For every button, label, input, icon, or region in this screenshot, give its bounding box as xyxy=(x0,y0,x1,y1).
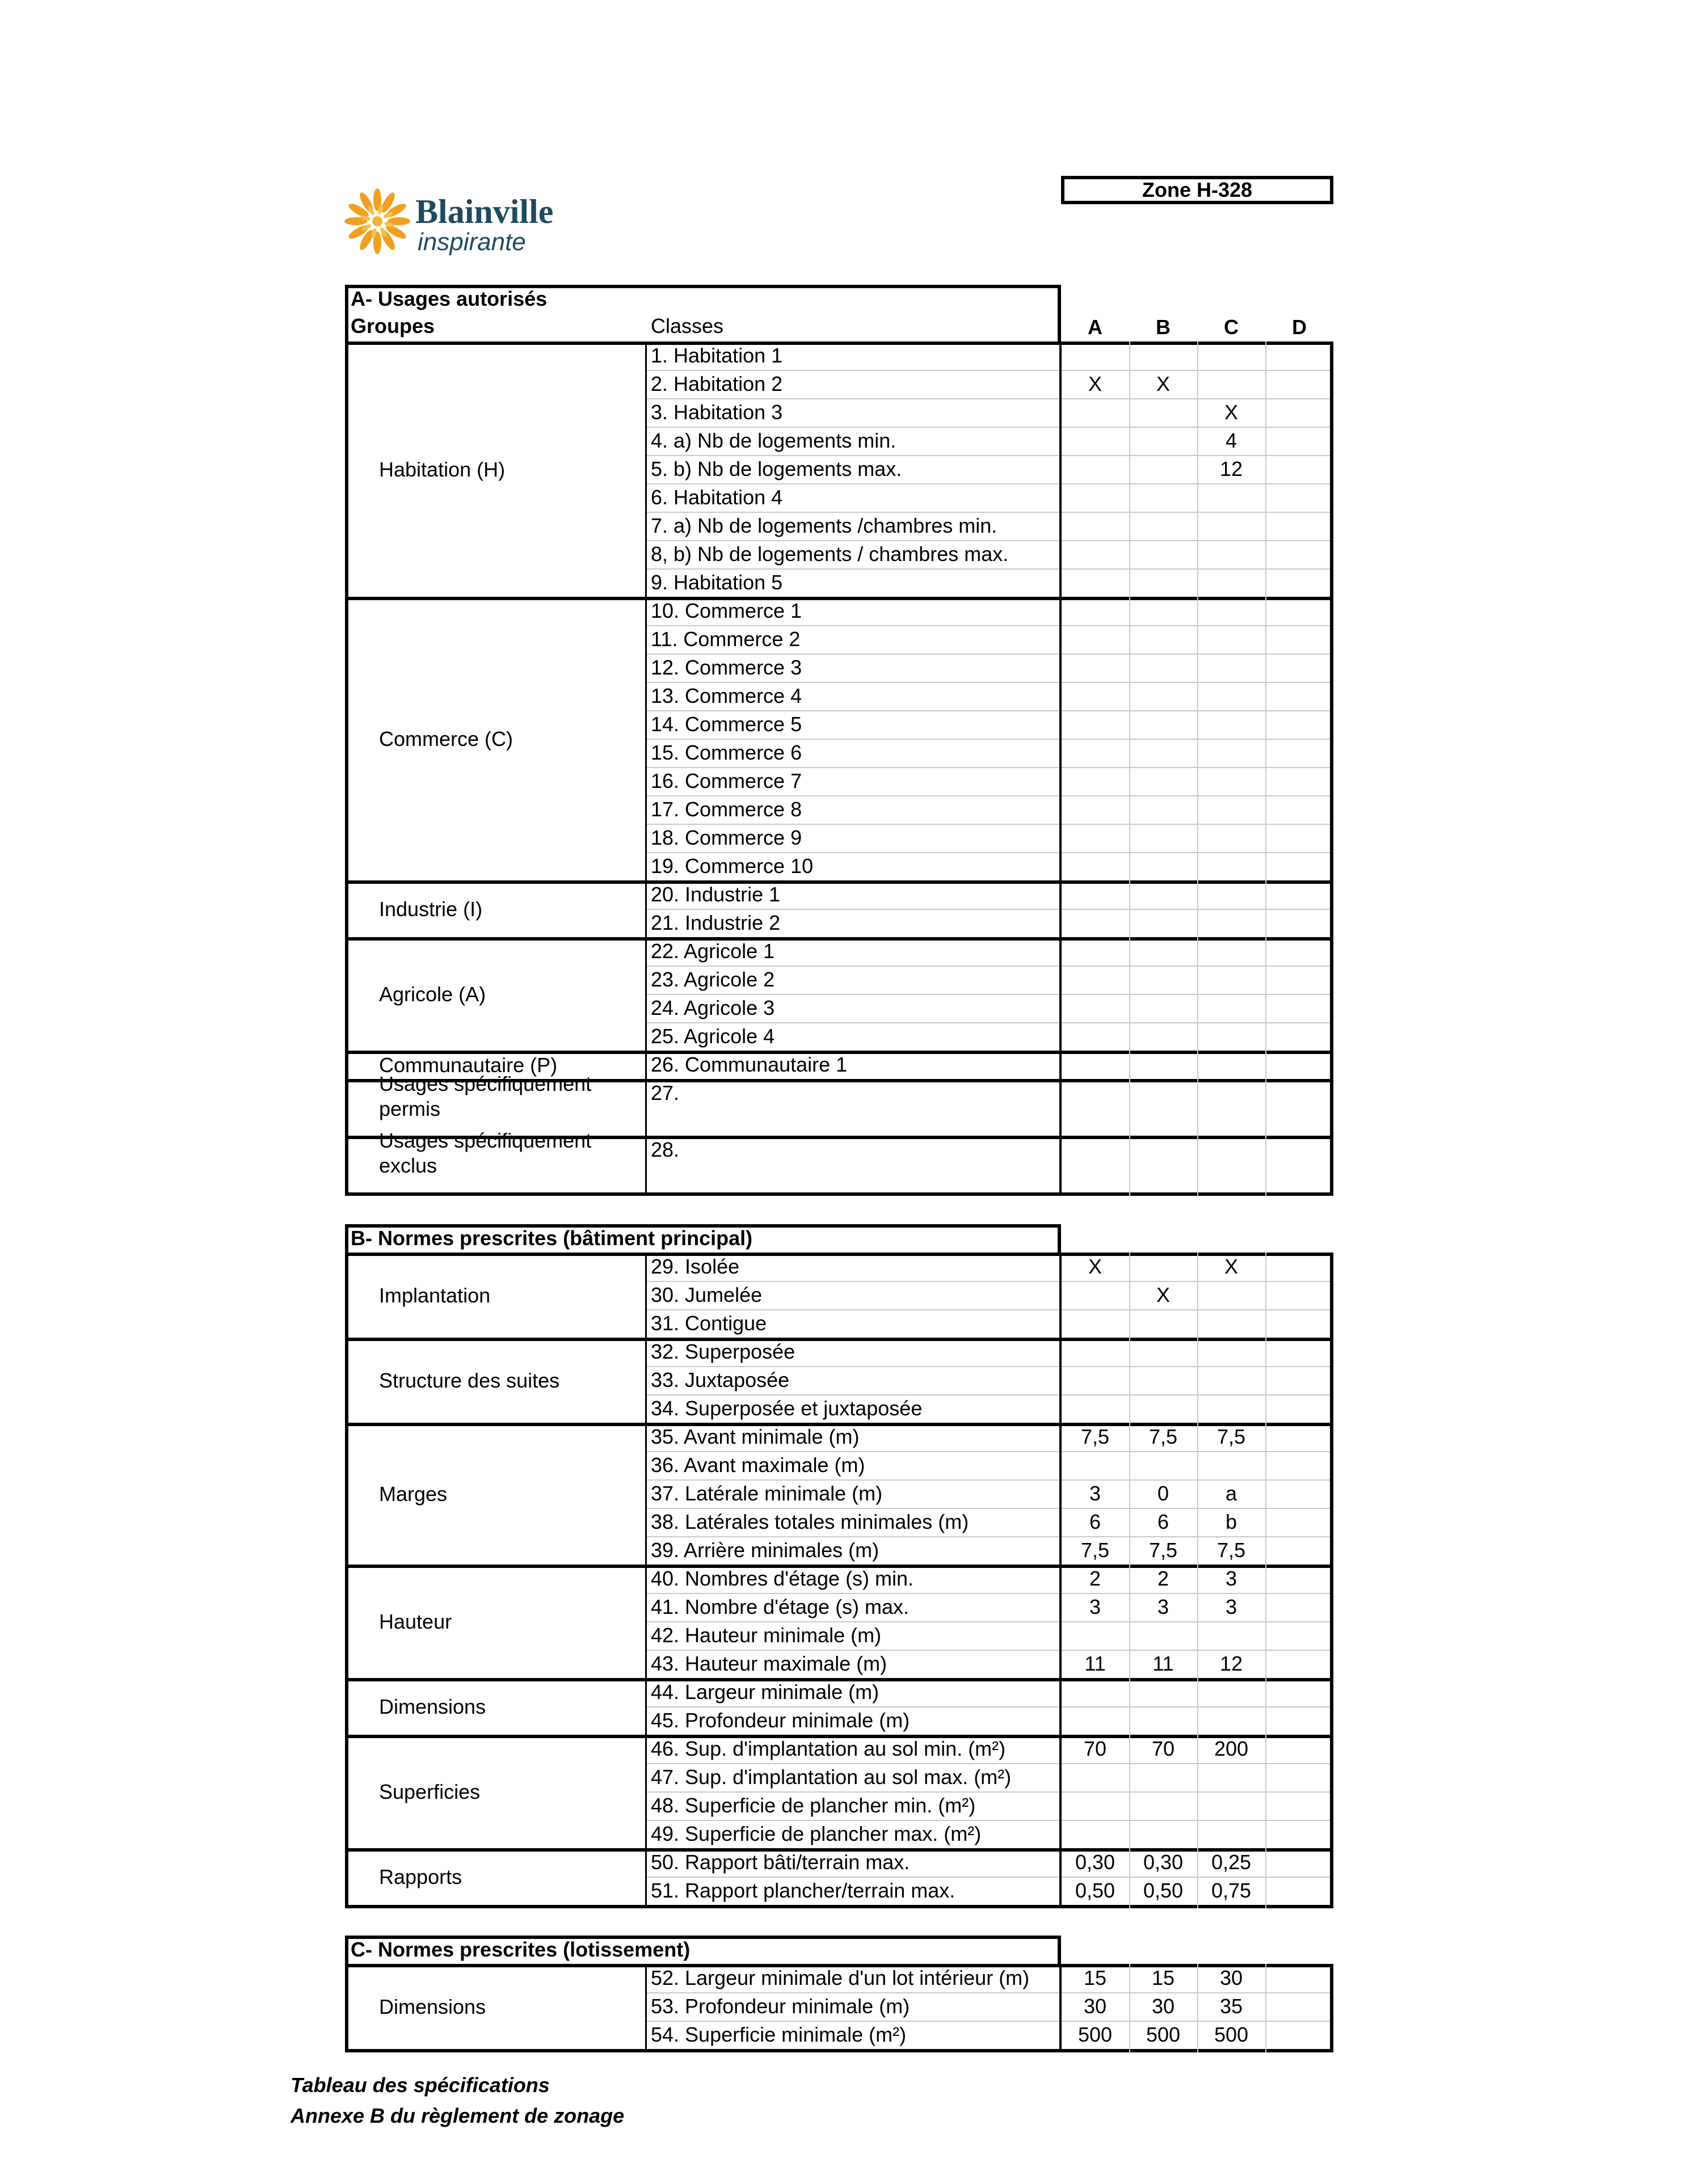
group-label: Habitation (H) xyxy=(379,458,506,481)
class-column-border xyxy=(645,341,647,1196)
class-label: 9. Habitation 5 xyxy=(651,571,783,594)
cell-value: 70 xyxy=(1151,1737,1175,1760)
column-header-a: A xyxy=(1088,315,1102,339)
class-label: 3. Habitation 3 xyxy=(651,400,783,424)
row-divider xyxy=(645,625,1333,626)
row-divider xyxy=(645,767,1333,768)
cell-value: 0,25 xyxy=(1211,1850,1252,1874)
row-divider xyxy=(645,739,1333,740)
group-label: Rapports xyxy=(379,1865,462,1888)
class-label: 26. Communautaire 1 xyxy=(651,1053,848,1076)
cell-value: 70 xyxy=(1083,1737,1107,1760)
class-label: 33. Juxtaposée xyxy=(651,1368,790,1392)
cell-value: 7,5 xyxy=(1080,1425,1110,1448)
row-divider xyxy=(645,1479,1333,1481)
cell-value: 7,5 xyxy=(1148,1425,1178,1448)
row-divider xyxy=(645,568,1333,570)
group-label: Dimensions xyxy=(379,1995,486,2018)
section-title-border xyxy=(345,285,348,341)
cell-value: X xyxy=(1088,1255,1102,1278)
row-divider xyxy=(645,1309,1333,1310)
class-label: 25. Agricole 4 xyxy=(651,1024,775,1048)
value-column-divider xyxy=(1129,1964,1130,2052)
column-header-c: C xyxy=(1224,315,1239,339)
cell-value: 7,5 xyxy=(1216,1425,1246,1448)
cell-value: 2 xyxy=(1089,1567,1101,1590)
class-label: 23. Agricole 2 xyxy=(651,968,775,991)
cell-value: 3 xyxy=(1089,1595,1101,1618)
class-label: 42. Hauteur minimale (m) xyxy=(651,1624,882,1647)
row-divider xyxy=(645,1992,1333,1993)
value-column-border xyxy=(1059,1253,1062,1908)
row-divider xyxy=(645,1593,1333,1594)
row-divider xyxy=(645,682,1333,683)
row-divider xyxy=(645,512,1333,513)
class-label: 14. Commerce 5 xyxy=(651,712,802,736)
value-column-divider xyxy=(1197,341,1198,1196)
class-label: 41. Nombre d'étage (s) max. xyxy=(651,1595,910,1618)
class-label: 1. Habitation 1 xyxy=(651,344,783,367)
table-left-border xyxy=(345,341,348,1196)
row-divider xyxy=(645,1877,1333,1878)
group-label: Communautaire (P) xyxy=(379,1053,558,1077)
row-divider xyxy=(645,370,1333,371)
class-label: 53. Profondeur minimale (m) xyxy=(651,1995,910,2018)
cell-value: 200 xyxy=(1214,1737,1249,1760)
class-label: 2. Habitation 2 xyxy=(651,372,783,395)
group-border xyxy=(345,2049,1333,2052)
row-divider xyxy=(645,483,1333,484)
class-label: 49. Superficie de plancher max. (m²) xyxy=(651,1822,982,1845)
logo-name: Blainville xyxy=(415,193,554,230)
class-label: 16. Commerce 7 xyxy=(651,769,802,792)
class-label: 36. Avant maximale (m) xyxy=(651,1453,865,1477)
group-label: Usages spécifiquement xyxy=(379,1072,592,1095)
class-label: 22. Agricole 1 xyxy=(651,939,775,963)
column-header-d: D xyxy=(1292,315,1307,339)
class-label: 47. Sup. d'implantation au sol max. (m²) xyxy=(651,1765,1012,1789)
cell-value: b xyxy=(1225,1510,1237,1533)
cell-value: 12 xyxy=(1219,1652,1243,1675)
value-column-border xyxy=(1059,341,1062,1196)
cell-value: 12 xyxy=(1219,457,1243,480)
class-label: 38. Latérales totales minimales (m) xyxy=(651,1510,969,1533)
class-label: 13. Commerce 4 xyxy=(651,684,802,707)
cell-value: 6 xyxy=(1157,1510,1169,1533)
group-border xyxy=(345,597,1333,600)
class-label: 46. Sup. d'implantation au sol min. (m²) xyxy=(651,1737,1006,1760)
section-title: A- Usages autorisés xyxy=(351,287,548,310)
cell-value: 11 xyxy=(1084,1652,1106,1675)
cell-value: 15 xyxy=(1151,1966,1175,1989)
class-label: 10. Commerce 1 xyxy=(651,599,802,622)
value-column-divider xyxy=(1265,1964,1266,2052)
value-column-divider xyxy=(1197,1253,1198,1908)
cell-value: 11 xyxy=(1152,1652,1174,1675)
row-divider xyxy=(645,1022,1333,1023)
cell-value: 500 xyxy=(1146,2023,1181,2046)
logo-tagline: inspirante xyxy=(418,228,526,256)
class-label: 29. Isolée xyxy=(651,1255,740,1278)
class-label: 21. Industrie 2 xyxy=(651,911,781,934)
class-label: 51. Rapport plancher/terrain max. xyxy=(651,1879,955,1902)
value-column-border xyxy=(1059,1964,1062,2052)
class-label: 45. Profondeur minimale (m) xyxy=(651,1709,910,1732)
row-divider xyxy=(645,852,1333,853)
cell-value: 4 xyxy=(1225,429,1237,452)
class-label: 11. Commerce 2 xyxy=(651,627,801,651)
class-column-border xyxy=(645,1253,647,1908)
class-label: 43. Hauteur maximale (m) xyxy=(651,1652,887,1675)
footer-title: Tableau des spécifications xyxy=(291,2073,550,2097)
cell-value: 30 xyxy=(1083,1995,1107,2018)
class-label: 4. a) Nb de logements min. xyxy=(651,429,896,452)
class-label: 31. Contigue xyxy=(651,1312,767,1335)
row-divider xyxy=(645,710,1333,711)
row-divider xyxy=(645,1706,1333,1707)
value-column-divider xyxy=(1129,1253,1130,1908)
table-right-border xyxy=(1330,341,1333,1196)
row-divider xyxy=(645,1451,1333,1452)
row-divider xyxy=(645,455,1333,456)
class-label: 15. Commerce 6 xyxy=(651,741,802,764)
cell-value: 3 xyxy=(1225,1567,1237,1590)
cell-value: 3 xyxy=(1089,1482,1101,1505)
cell-value: 2 xyxy=(1157,1567,1169,1590)
section-title-border xyxy=(345,1224,348,1253)
row-divider xyxy=(645,1394,1333,1395)
group-label: permis xyxy=(379,1097,441,1120)
cell-value: X xyxy=(1224,400,1238,424)
class-label: 18. Commerce 9 xyxy=(651,826,802,849)
row-divider xyxy=(645,795,1333,796)
cell-value: 30 xyxy=(1151,1995,1175,2018)
group-label: Superficies xyxy=(379,1780,481,1803)
cell-value: 0 xyxy=(1157,1482,1169,1505)
cell-value: 500 xyxy=(1214,2023,1249,2046)
table-left-border xyxy=(345,1253,348,1908)
class-label: 5. b) Nb de logements max. xyxy=(651,457,902,480)
value-column-divider xyxy=(1265,341,1266,1196)
row-divider xyxy=(645,1791,1333,1793)
group-label: Agricole (A) xyxy=(379,983,486,1006)
group-label: Structure des suites xyxy=(379,1369,560,1392)
row-divider xyxy=(645,994,1333,995)
section-title-border xyxy=(1058,1224,1061,1253)
class-label: 24. Agricole 3 xyxy=(651,996,775,1019)
value-column-divider xyxy=(1197,1964,1198,2052)
row-divider xyxy=(645,965,1333,967)
cell-value: a xyxy=(1225,1482,1237,1505)
row-divider xyxy=(645,1366,1333,1367)
row-divider xyxy=(645,653,1333,655)
cell-value: 0,50 xyxy=(1075,1879,1115,1902)
row-divider xyxy=(645,2021,1333,2022)
class-label: 28. xyxy=(651,1138,680,1161)
section-title: C- Normes prescrites (lotissement) xyxy=(351,1938,691,1961)
cell-value: 30 xyxy=(1219,1966,1243,1989)
row-divider xyxy=(645,1281,1333,1282)
group-label: exclus xyxy=(379,1154,437,1177)
table-right-border xyxy=(1330,1964,1333,2052)
cell-value: X xyxy=(1156,1283,1170,1306)
footer-subtitle: Annexe B du règlement de zonage xyxy=(291,2104,625,2127)
group-border xyxy=(345,1905,1333,1908)
class-label: 27. xyxy=(651,1081,680,1104)
cell-value: 0,75 xyxy=(1211,1879,1252,1902)
cell-value: 7,5 xyxy=(1080,1538,1110,1562)
cell-value: 3 xyxy=(1157,1595,1169,1618)
class-label: 52. Largeur minimale d'un lot intérieur (m) xyxy=(651,1966,1030,1989)
section-title-border xyxy=(1058,1936,1061,1964)
group-label: Marges xyxy=(379,1482,448,1506)
cell-value: X xyxy=(1224,1255,1238,1278)
cell-value: 35 xyxy=(1219,1995,1243,2018)
class-label: 20. Industrie 1 xyxy=(651,883,781,906)
column-header-b: B xyxy=(1156,315,1171,339)
row-divider xyxy=(645,1650,1333,1651)
group-border xyxy=(345,341,1333,345)
group-label: Usages spécifiquement xyxy=(379,1129,592,1152)
class-label: 37. Latérale minimale (m) xyxy=(651,1482,883,1505)
cell-value: 6 xyxy=(1089,1510,1101,1533)
group-label: Industrie (I) xyxy=(379,897,483,921)
class-label: 8, b) Nb de logements / chambres max. xyxy=(651,542,1009,566)
row-divider xyxy=(645,540,1333,541)
groups-header: Groupes xyxy=(351,314,435,338)
group-border xyxy=(345,1253,1333,1256)
classes-header: Classes xyxy=(651,314,724,338)
cell-value: 7,5 xyxy=(1148,1538,1178,1562)
class-label: 40. Nombres d'étage (s) min. xyxy=(651,1567,914,1590)
class-label: 34. Superposée et juxtaposée xyxy=(651,1397,923,1420)
class-label: 19. Commerce 10 xyxy=(651,854,814,878)
section-title: B- Normes prescrites (bâtiment principal) xyxy=(351,1226,753,1250)
group-label: Dimensions xyxy=(379,1695,486,1718)
group-border xyxy=(345,1192,1333,1196)
row-divider xyxy=(645,909,1333,910)
group-border xyxy=(345,937,1333,941)
cell-value: X xyxy=(1088,372,1102,395)
class-label: 7. a) Nb de logements /chambres min. xyxy=(651,514,997,537)
row-divider xyxy=(645,1536,1333,1537)
cell-value: 0,50 xyxy=(1143,1879,1184,1902)
class-label: 50. Rapport bâti/terrain max. xyxy=(651,1850,910,1874)
class-label: 35. Avant minimale (m) xyxy=(651,1425,860,1448)
row-divider xyxy=(645,1508,1333,1509)
group-border xyxy=(345,1338,1333,1341)
value-column-divider xyxy=(1129,341,1130,1196)
class-column-border xyxy=(645,1964,647,2052)
class-label: 54. Superficie minimale (m²) xyxy=(651,2023,907,2046)
cell-value: X xyxy=(1156,372,1170,395)
cell-value: 3 xyxy=(1225,1595,1237,1618)
cell-value: 7,5 xyxy=(1216,1538,1246,1562)
class-label: 44. Largeur minimale (m) xyxy=(651,1680,879,1704)
value-column-divider xyxy=(1265,1253,1266,1908)
cell-value: 15 xyxy=(1083,1966,1107,1989)
row-divider xyxy=(645,1820,1333,1821)
class-label: 32. Superposée xyxy=(651,1340,795,1363)
row-divider xyxy=(645,427,1333,428)
cell-value: 0,30 xyxy=(1143,1850,1184,1874)
class-label: 39. Arrière minimales (m) xyxy=(651,1538,879,1562)
group-border xyxy=(345,880,1333,884)
class-label: 30. Jumelée xyxy=(651,1283,763,1306)
row-divider xyxy=(645,398,1333,399)
row-divider xyxy=(645,1621,1333,1622)
row-divider xyxy=(645,824,1333,825)
group-label: Hauteur xyxy=(379,1610,452,1633)
class-label: 48. Superficie de plancher min. (m²) xyxy=(651,1794,976,1817)
class-label: 12. Commerce 3 xyxy=(651,656,802,679)
row-divider xyxy=(645,1763,1333,1764)
class-label: 6. Habitation 4 xyxy=(651,486,783,509)
group-label: Implantation xyxy=(379,1284,491,1307)
group-label: Commerce (C) xyxy=(379,727,513,751)
table-left-border xyxy=(345,1964,348,2052)
zone-label: Zone H-328 xyxy=(1061,176,1333,204)
table-right-border xyxy=(1330,1253,1333,1908)
cell-value: 500 xyxy=(1077,2023,1113,2046)
class-label: 17. Commerce 8 xyxy=(651,798,802,821)
section-title-border xyxy=(345,1936,348,1964)
cell-value: 0,30 xyxy=(1075,1850,1115,1874)
